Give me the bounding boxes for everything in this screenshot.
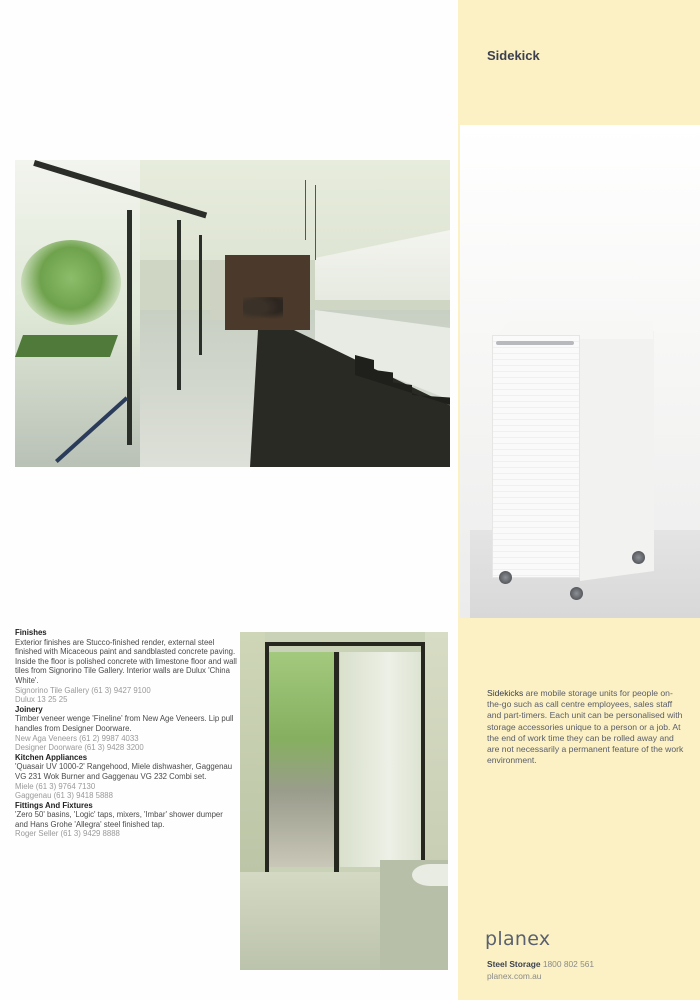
phone-number: 1800 802 561 [542, 959, 595, 969]
spec-body: Exterior finishes are Stucco-finished render, external steel finished with Micaceous paint and sandblasted concrete paving. Inside the floor is polished concrete with limestone floor and wall tiles from Signorino Tile Gallery. Interior walls are Dulux 'China White'. [15, 637, 237, 685]
spec-contact: New Aga Veneers (61 2) 9987 4033 [15, 733, 139, 743]
product-label: Steel Storage [487, 959, 541, 969]
bathroom-photo [240, 632, 448, 970]
castor-wheel-icon [570, 587, 583, 600]
spec-contact: Miele (61 3) 9764 7130 [15, 781, 96, 791]
photo-pendant-light [305, 180, 306, 240]
cabinet-handle [496, 341, 574, 345]
spec-body: 'Zero 50' basins, 'Logic' taps, mixers, 'Imbar' shower dumper and Hans Grohe 'Allegra' steel finished tap. [15, 810, 223, 829]
photo-tree [21, 240, 121, 325]
photo-mullion [199, 235, 202, 355]
spec-contact: Roger Seller (61 3) 9429 8888 [15, 829, 120, 839]
spec-section-fittings [15, 801, 237, 839]
cabinet-side [580, 331, 654, 581]
spec-contact: Signorino Tile Gallery (61 3) 9427 9100 [15, 685, 151, 695]
spec-body: Timber veneer wenge 'Fineline' from New Age Veneers. Lip pull handles from Designer Doorware. [15, 714, 234, 733]
brand-contact-line [487, 959, 594, 969]
specs-caption [15, 628, 237, 839]
spec-heading: Finishes [15, 628, 47, 637]
product-photo [460, 125, 700, 618]
description-text: are mobile storage units for people on-the-go such as call centre employees, sales staff and part-timers. Each unit can be personalised with storage accessories unique to a person or a job. At the end of work time they can be rolled away and are not necessarily a permanent feature of the work environment. [487, 688, 684, 766]
website-link[interactable]: planex.com.au [487, 971, 542, 981]
spec-section-finishes [15, 628, 237, 705]
spec-heading: Joinery [15, 704, 43, 714]
cabinet-tambour-door [492, 335, 580, 578]
spec-contact: Dulux 13 25 25 [15, 695, 68, 705]
photo-planter [15, 335, 118, 357]
castor-wheel-icon [499, 571, 512, 584]
spec-contact: Designer Doorware (61 3) 9428 3200 [15, 743, 144, 753]
description-lead: Sidekicks [487, 688, 524, 698]
photo-tub [412, 864, 448, 886]
interior-photo [15, 160, 450, 467]
castor-wheel-icon [632, 551, 645, 564]
photo-mullion [127, 210, 132, 445]
photo-people [243, 297, 283, 322]
spec-section-joinery [15, 705, 237, 753]
spec-section-kitchen-appliances [15, 753, 237, 801]
photo-mullion [177, 220, 181, 390]
planex-logo: planex [485, 928, 551, 950]
spec-contact: Gaggenau (61 3) 9418 5888 [15, 791, 113, 801]
photo-door-frame [265, 642, 425, 872]
product-description [487, 688, 687, 766]
panel-title: Sidekick [487, 48, 540, 63]
photo-pendant-light [315, 185, 316, 260]
spec-body: 'Quasair UV 1000-2' Rangehood, Miele dishwasher, Gaggenau VG 231 Wok Burner and Gaggenau VG 232 Combi set. [15, 762, 233, 781]
spec-heading: Fittings And Fixtures [15, 800, 93, 810]
spec-heading: Kitchen Appliances [15, 752, 88, 762]
